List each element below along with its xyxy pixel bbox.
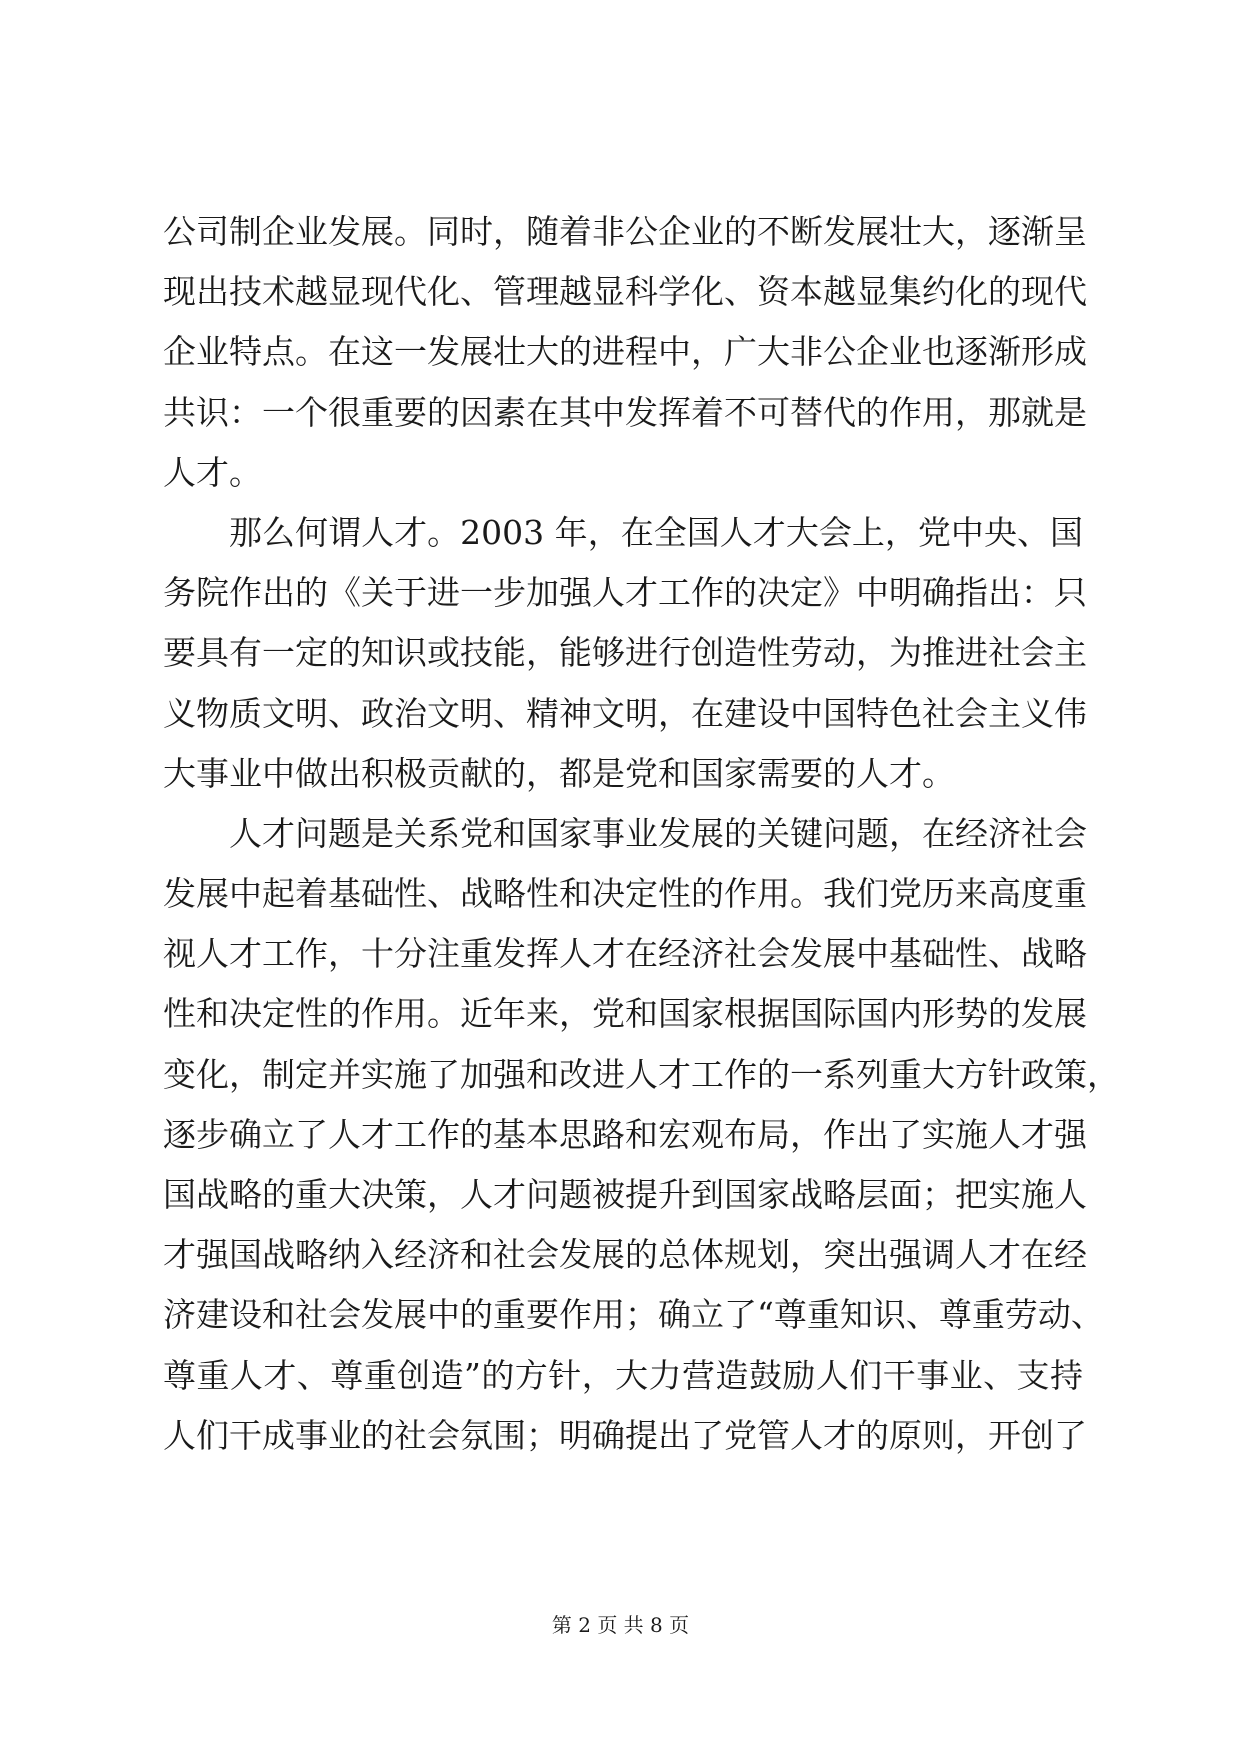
text-line: 义物质文明、政治文明、精神文明，在建设中国特色社会主义伟 [163, 693, 1087, 733]
text-line: 发展中起着基础性、战略性和决定性的作用。我们党历来高度重 [163, 874, 1087, 914]
text-line: 才强国战略纳入经济和社会发展的总体规划，突出强调人才在经 [163, 1235, 1087, 1275]
document-body [163, 202, 1120, 1466]
text-line: 人才。 [163, 452, 262, 492]
text-line: 企业特点。在这一发展壮大的进程中，广大非公企业也逐渐形成 [163, 332, 1087, 372]
text-line: 公司制企业发展。同时，随着非公企业的不断发展壮大，逐渐呈 [163, 212, 1087, 251]
text-line: 视人才工作，十分注重发挥人才在经济社会发展中基础性、战略 [163, 934, 1087, 974]
text-line: 尊重人才、尊重创造”的方针，大力营造鼓励人们干事业、支持 [163, 1355, 1083, 1395]
text-line: 性和决定性的作用。近年来，党和国家根据国际国内形势的发展 [163, 994, 1087, 1034]
text-line: 国战略的重大决策，人才问题被提升到国家战略层面；把实施人 [163, 1175, 1087, 1214]
text-line: 务院作出的《关于进一步加强人才工作的决定》中明确指出：只 [163, 573, 1087, 613]
text-line: 大事业中做出积极贡献的，都是党和国家需要的人才。 [163, 753, 955, 793]
text-line: 济建设和社会发展中的重要作用；确立了“尊重知识、尊重劳动、 [163, 1295, 1104, 1335]
text-line: 变化，制定并实施了加强和改进人才工作的一系列重大方针政策， [163, 1054, 1120, 1094]
text-line: 共识：一个很重要的因素在其中发挥着不可替代的作用，那就是 [163, 392, 1087, 432]
page-footer: 第 2 页 共 8 页 [551, 1613, 690, 1637]
text-line: 人们干成事业的社会氛围；明确提出了党管人才的原则，开创了 [163, 1415, 1087, 1455]
text-line: 逐步确立了人才工作的基本思路和宏观布局，作出了实施人才强 [163, 1114, 1087, 1154]
text-line: 现出技术越显现代化、管理越显科学化、资本越显集约化的现代 [163, 272, 1087, 312]
text-line: 人才问题是关系党和国家事业发展的关键问题，在经济社会 [163, 813, 1087, 853]
text-line: 要具有一定的知识或技能，能够进行创造性劳动，为推进社会主 [163, 633, 1087, 673]
text-line: 那么何谓人才。2003 年，在全国人才大会上，党中央、国 [163, 512, 1083, 552]
